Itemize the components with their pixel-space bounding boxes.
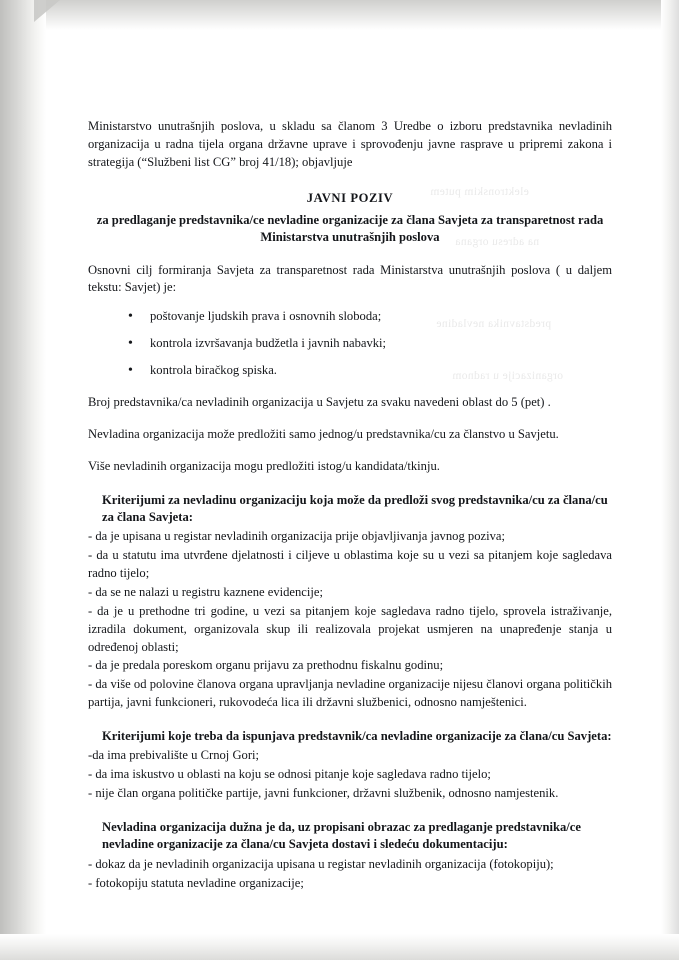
documentation-heading: Nevladina organizacija dužna je da, uz propisani obrazac za predlaganje predstavnika/ce nevladine organizacije za člana/cu Savjeta dostavi i sledeću dokumentaciju: [102, 820, 581, 852]
bleed-through-artifact: na adresu organa [455, 236, 540, 248]
list-item: • kontrola izvršavanja budžetla i javnih nabavki; [136, 335, 612, 353]
page-subtitle: za predlaganje predstavnika/ce nevladine organizacije za člana Savjeta za transparetnost rada Ministarstva unutrašnjih poslova [96, 212, 604, 244]
intro-paragraph: Ministarstvo unutrašnjih poslova, u skladu sa članom 3 Uredbe o izboru predstavnika nevladinih organizacija u radna tijela organa državne uprave i sprovođenju javne rasprave u pripremi zakona i strategija (“Službeni list CG” broj 41/18); objavljuje [88, 119, 612, 169]
scan-shadow-bottom [0, 934, 679, 960]
bleed-through-artifact: elektronskim putem [430, 186, 529, 198]
page-title: JAVNI POZIV [306, 190, 394, 205]
criteria-organization-list [88, 528, 612, 712]
list-item: • poštovanje ljudskih prava i osnovnih sloboda; [136, 308, 612, 326]
purpose-bullet-list [88, 308, 612, 380]
list-item: - da se ne nalazi u registru kaznene evidencije; [88, 584, 323, 599]
document-body [88, 118, 612, 895]
representatives-count-paragraph: Broj predstavnika/ca nevladinih organizacija u Savjetu za svaku navedeni oblast do 5 (pet) . [88, 394, 551, 409]
list-item: • kontrola biračkog spiska. [136, 362, 612, 380]
scan-shadow-right [661, 0, 679, 960]
list-item: - da u statutu ima utvrđene djelatnosti i ciljeve u oblastima koje su u vezi sa pitanjem koje sagledava radno tijelo; [88, 548, 612, 580]
single-nomination-paragraph: Nevladina organizacija može predložiti samo jednog/u predstavnika/cu za članstvo u Savjetu. [88, 426, 559, 441]
criteria-organization-heading: Kriterijumi za nevladinu organizaciju koja može da predloži svog predstavnika/cu za člana/cu za člana Savjeta: [102, 492, 608, 524]
purpose-paragraph: Osnovni cilj formiranja Savjeta za transparetnost rada Ministarstva unutrašnjih poslova ( u daljem tekstu: Savjet) je: [88, 262, 612, 295]
bleed-through-artifact: predstavnika nevladine [436, 318, 552, 330]
list-item: -da ima prebivalište u Crnoj Gori; [88, 748, 260, 763]
list-item: - da je u prethodne tri godine, u vezi sa pitanjem koje sagledava radno tijelo, sprovela istraživanje, izradila dokument, organizovala skup ili realizovala projekat usmjeren na unapređenje stanja u određenoj oblasti; [88, 603, 612, 654]
list-item: - nije član organa političke partije, javni funkcioner, državni službenik, odnosno namjestenik. [88, 786, 559, 801]
list-item: - da ima iskustvo u oblasti na koju se odnosi pitanje koje sagledava radno tijelo; [88, 767, 491, 782]
scan-shadow-left [0, 0, 46, 960]
list-item: - da je upisana u registar nevladinih organizacija prije objavljivanja javnog poziva; [88, 529, 505, 544]
title-block [88, 190, 612, 246]
list-item: - da više od polovine članova organa upravljanja nevladine organizacije nijesu članovi organa političkih partija, javni funkcioneri, rukovodeća lica ili državni službenici, odnosno namještenici. [88, 677, 612, 710]
criteria-representative-heading: Kriterijumi koje treba da ispunjava predstavnik/ca nevladine organizacije za člana/cu Savjeta: [102, 729, 612, 743]
bleed-through-artifact: organizacije u radnom [452, 370, 564, 382]
criteria-representative-list [88, 747, 612, 803]
multiple-orgs-paragraph: Više nevladinih organizacija mogu predložiti istog/u kandidata/tkinju. [88, 458, 440, 473]
list-item: - fotokopiju statuta nevladine organizacije; [88, 875, 304, 890]
list-item: - da je predala poreskom organu prijavu za prethodnu fiskalnu godinu; [88, 658, 444, 673]
page-corner-fold [34, 0, 60, 22]
scan-shadow-top [0, 0, 679, 30]
list-item: - dokaz da je nevladinih organizacija upisana u registar nevladinih organizacija (fotokopiju); [88, 856, 554, 871]
documentation-list [88, 856, 612, 893]
